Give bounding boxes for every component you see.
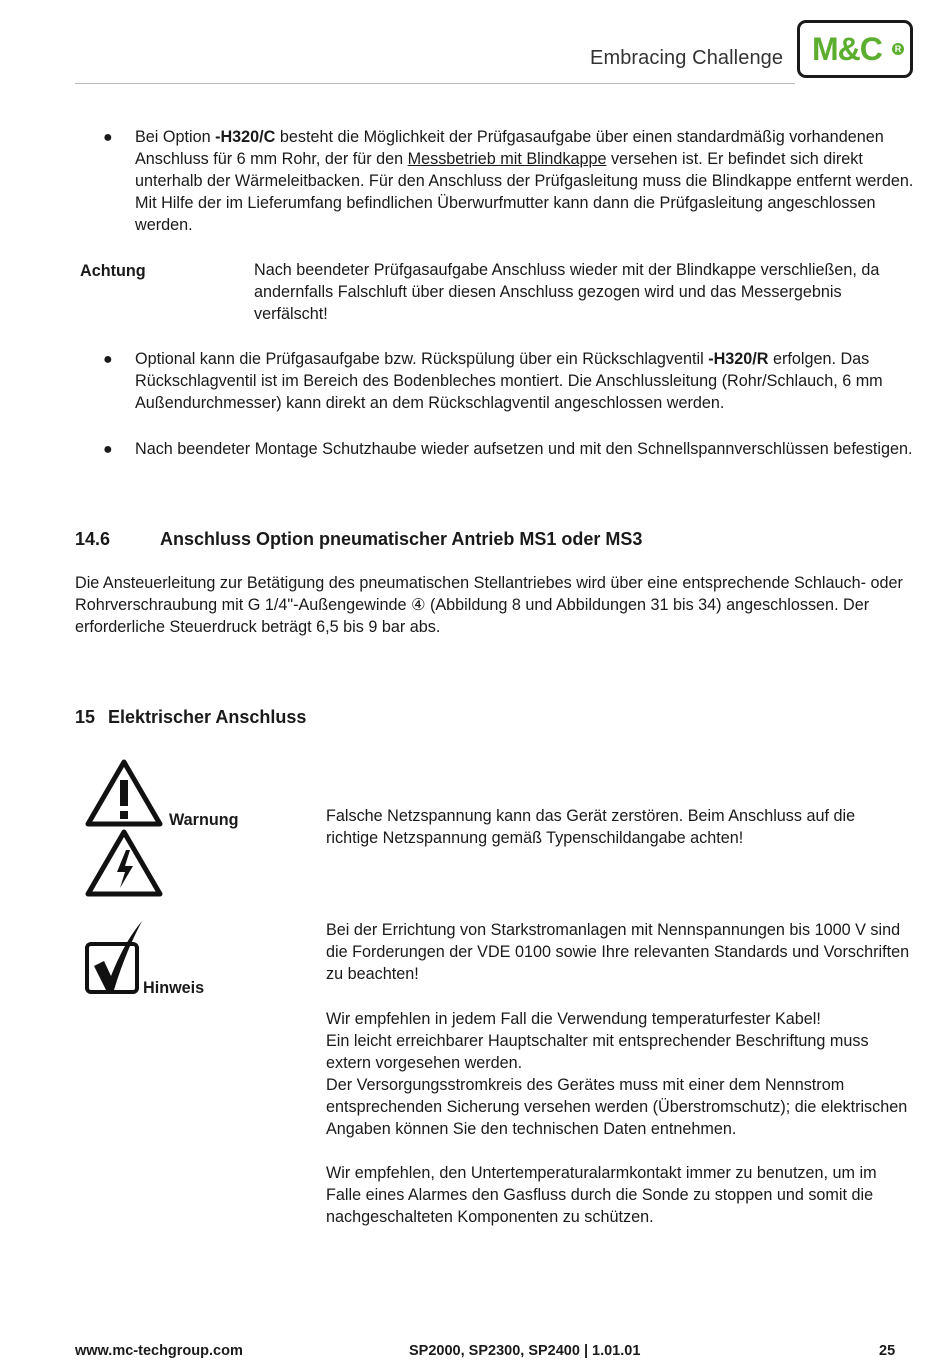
logo-text: M&C xyxy=(812,31,882,67)
warnung-text: Falsche Netzspannung kann das Gerät zerstören. Beim Anschluss auf die richtige Netzspannung gemäß Typenschildangabe achten! xyxy=(326,807,856,847)
hinweis-paragraph-1: Bei der Errichtung von Starkstromanlagen mit Nennspannungen bis 1000 V sind die Forderungen der VDE 0100 sowie Ihre relevanten Standards und Vorschriften zu beachten! xyxy=(326,921,910,983)
section-paragraph: Die Ansteuerleitung zur Betätigung des pneumatischen Stellantriebes wird über eine entsprechende Schlauch- oder Rohrverschraubung mit G 1/4"-Außengewinde ④ (Abbildung 8 und Abbildungen 31 bis 34) angeschlossen. Der erforderliche Steuerdruck beträgt 6,5 bis 9 bar abs. xyxy=(75,574,903,636)
achtung-text: Nach beendeter Prüfgasaufgabe Anschluss wieder mit der Blindkappe verschließen, da andernfalls Falschluft über diesen Anschluss gezogen wird und das Messergebnis verfälscht! xyxy=(254,261,880,323)
text: Bei Option xyxy=(135,128,216,146)
hinweis-line: Ein leicht erreichbarer Hauptschalter mit entsprechender Beschriftung muss extern vorgesehen werden. xyxy=(326,1032,869,1072)
logo-registered-mark: R xyxy=(892,43,904,55)
bullet-paragraph-3: Nach beendeter Montage Schutzhaube wieder aufsetzen und mit den Schnellspannverschlüssen befestigen. xyxy=(135,440,913,458)
option-code: -H320/R xyxy=(708,350,769,368)
bullet-paragraph-2 xyxy=(135,348,920,414)
bullet-dot-icon: ● xyxy=(103,351,113,368)
bullet-paragraph-1 xyxy=(135,126,920,236)
company-logo xyxy=(797,20,913,78)
section-title: Anschluss Option pneumatischer Antrieb MS1 oder MS3 xyxy=(160,529,643,549)
bullet-dot-icon: ● xyxy=(103,441,113,458)
warnung-label: Warnung xyxy=(169,811,239,829)
footer-page-number: 25 xyxy=(879,1343,896,1359)
text: erfolgen. Das Rückschlagventil ist im Bereich des Bodenbleches montiert. Die Anschlussleitung (Rohr/Schlauch, 6 mm Außendurchmesser) kann direkt an dem Rückschlagventil angeschlossen werden. xyxy=(135,350,883,412)
hinweis-paragraph-2 xyxy=(326,1008,911,1140)
section-number: 14.6 xyxy=(75,529,111,549)
section-number: 15 xyxy=(75,707,96,727)
high-voltage-icon xyxy=(85,828,163,898)
header-slogan: Embracing Challenge xyxy=(590,47,784,69)
warning-triangle-icon xyxy=(85,758,163,828)
hinweis-paragraph-3: Wir empfehlen, den Untertemperaturalarmkontakt immer zu benutzen, um im Falle eines Alarmes den Gasfluss durch die Sonde zu stoppen und somit die nachgeschalteten Komponenten zu schützen. xyxy=(326,1164,877,1226)
text: Optional kann die Prüfgasaufgabe bzw. Rückspülung über ein Rückschlagventil xyxy=(135,350,709,368)
section-title: Elektrischer Anschluss xyxy=(108,707,307,727)
hinweis-line: Der Versorgungsstromkreis des Gerätes muss mit einer dem Nennstrom entsprechenden Sicherung versehen werden (Überstromschutz); die elektrischen Angaben können Sie den technischen Daten entnehmen. xyxy=(326,1076,908,1138)
bullet-dot-icon: ● xyxy=(103,129,113,146)
achtung-label: Achtung xyxy=(80,262,146,280)
header-rule xyxy=(75,83,795,84)
hinweis-line: Wir empfehlen in jedem Fall die Verwendung temperaturfester Kabel! xyxy=(326,1010,821,1028)
hinweis-label: Hinweis xyxy=(143,979,205,997)
option-code: -H320/C xyxy=(215,128,276,146)
underlined-term: Messbetrieb mit Blindkappe xyxy=(407,150,607,168)
text: besteht die Möglichkeit der Prüfgasaufgabe über einen standardmäßig vorhandenen Anschluss für 6 mm Rohr, der für den xyxy=(135,128,884,168)
footer-url: www.mc-techgroup.com xyxy=(75,1343,243,1359)
footer-doc-id: SP2000, SP2300, SP2400 | 1.01.01 xyxy=(409,1343,641,1359)
text: versehen ist. Er befindet sich direkt unterhalb der Wärmeleitbacken. Für den Anschluss der Prüfgasleitung muss die Blindkappe entfernt werden. Mit Hilfe der im Lieferumfang befindlichen Überwurfmutter kann dann die Prüfgasleitung angeschlossen werden. xyxy=(135,150,914,234)
checkmark-icon xyxy=(84,918,146,996)
